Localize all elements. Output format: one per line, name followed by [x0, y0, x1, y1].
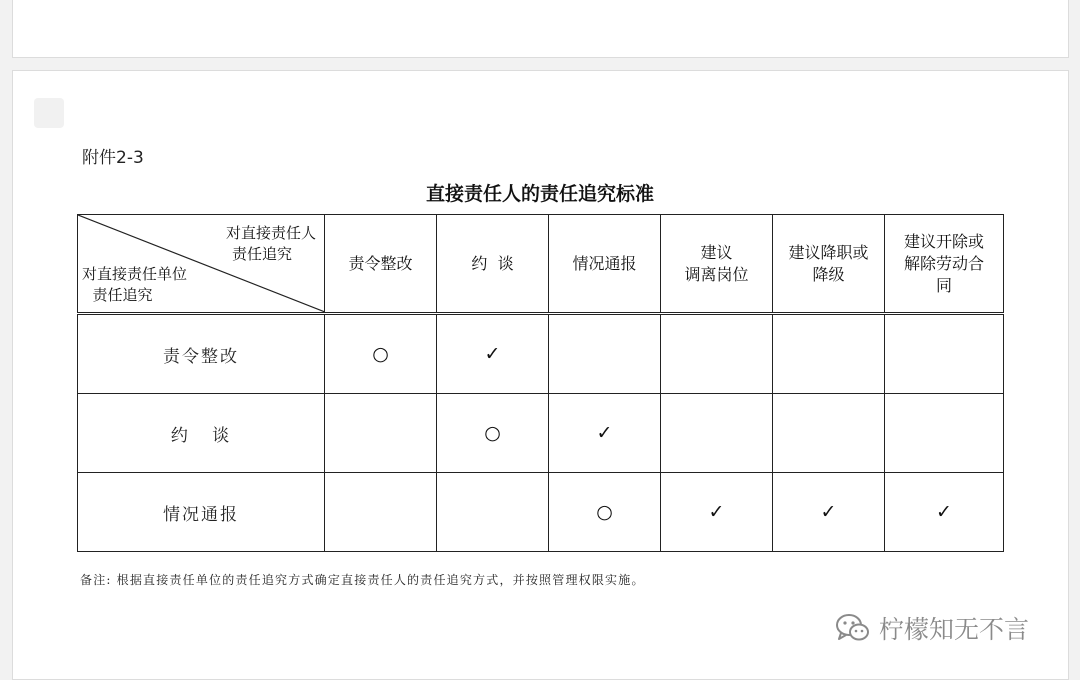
table-cell: ✓ — [437, 314, 549, 394]
wechat-icon — [835, 612, 871, 644]
table-cell — [885, 394, 1004, 473]
responsibility-standard-table — [77, 214, 1004, 552]
watermark-text: 柠檬知无不言 — [879, 615, 1030, 644]
column-header-line2: 降级 — [812, 264, 845, 284]
table-cell — [773, 314, 885, 394]
column-header — [885, 215, 1004, 314]
table-cell: ○ — [437, 394, 549, 473]
watermark — [835, 610, 1029, 646]
column-header-line2: 解除劳动合 — [903, 253, 984, 273]
column-header-line1: 建议 — [700, 242, 733, 262]
column-header-line1: 情况通报 — [572, 253, 637, 273]
table-cell: ✓ — [549, 394, 661, 473]
table-cell: ✓ — [773, 473, 885, 552]
column-header — [549, 215, 661, 314]
column-header — [773, 215, 885, 314]
column-header-line1: 建议开除或 — [903, 231, 984, 251]
column-header — [437, 215, 549, 314]
row-label: 约 谈 — [78, 394, 325, 473]
table-row — [78, 314, 1004, 394]
document-title: 直接责任人的责任追究标准 — [425, 183, 654, 205]
table-cell: ○ — [549, 473, 661, 552]
table-header-row — [78, 215, 1004, 314]
table-cell — [661, 394, 773, 473]
table-cell — [885, 314, 1004, 394]
scan-smudge — [34, 98, 64, 128]
table-cell: ✓ — [661, 473, 773, 552]
corner-bottom-line2: 责任追究 — [92, 286, 153, 304]
column-header-line1: 约 谈 — [471, 253, 514, 273]
column-header-line2: 调离岗位 — [684, 264, 749, 284]
corner-header-cell — [78, 215, 325, 314]
table-row — [78, 473, 1004, 552]
attachment-label: 附件2-3 — [82, 148, 144, 168]
table-cell: ✓ — [885, 473, 1004, 552]
footnote: 备注: 根据直接责任单位的责任追究方式确定直接责任人的责任追究方式，并按照管理权限实施。 — [80, 573, 645, 587]
table-row — [78, 394, 1004, 473]
table-cell — [661, 314, 773, 394]
table-cell — [325, 473, 437, 552]
column-header — [325, 215, 437, 314]
column-header-line3: 同 — [935, 275, 952, 295]
corner-bottom-line1: 对直接责任单位 — [82, 265, 188, 283]
table-cell — [549, 314, 661, 394]
table-cell: ○ — [325, 314, 437, 394]
table-cell — [325, 394, 437, 473]
corner-top-line1: 对直接责任人 — [225, 224, 316, 242]
table-cell — [437, 473, 549, 552]
corner-header-bottom — [82, 264, 187, 306]
table-cell — [773, 394, 885, 473]
row-label: 责令整改 — [78, 314, 325, 394]
column-header-line1: 责令整改 — [348, 253, 413, 273]
column-header — [661, 215, 773, 314]
previous-page-card — [12, 0, 1069, 58]
corner-top-line2: 责任追究 — [231, 245, 292, 263]
corner-header-top — [226, 223, 316, 265]
row-label: 情况通报 — [78, 473, 325, 552]
column-header-line1: 建议降职或 — [788, 242, 869, 262]
